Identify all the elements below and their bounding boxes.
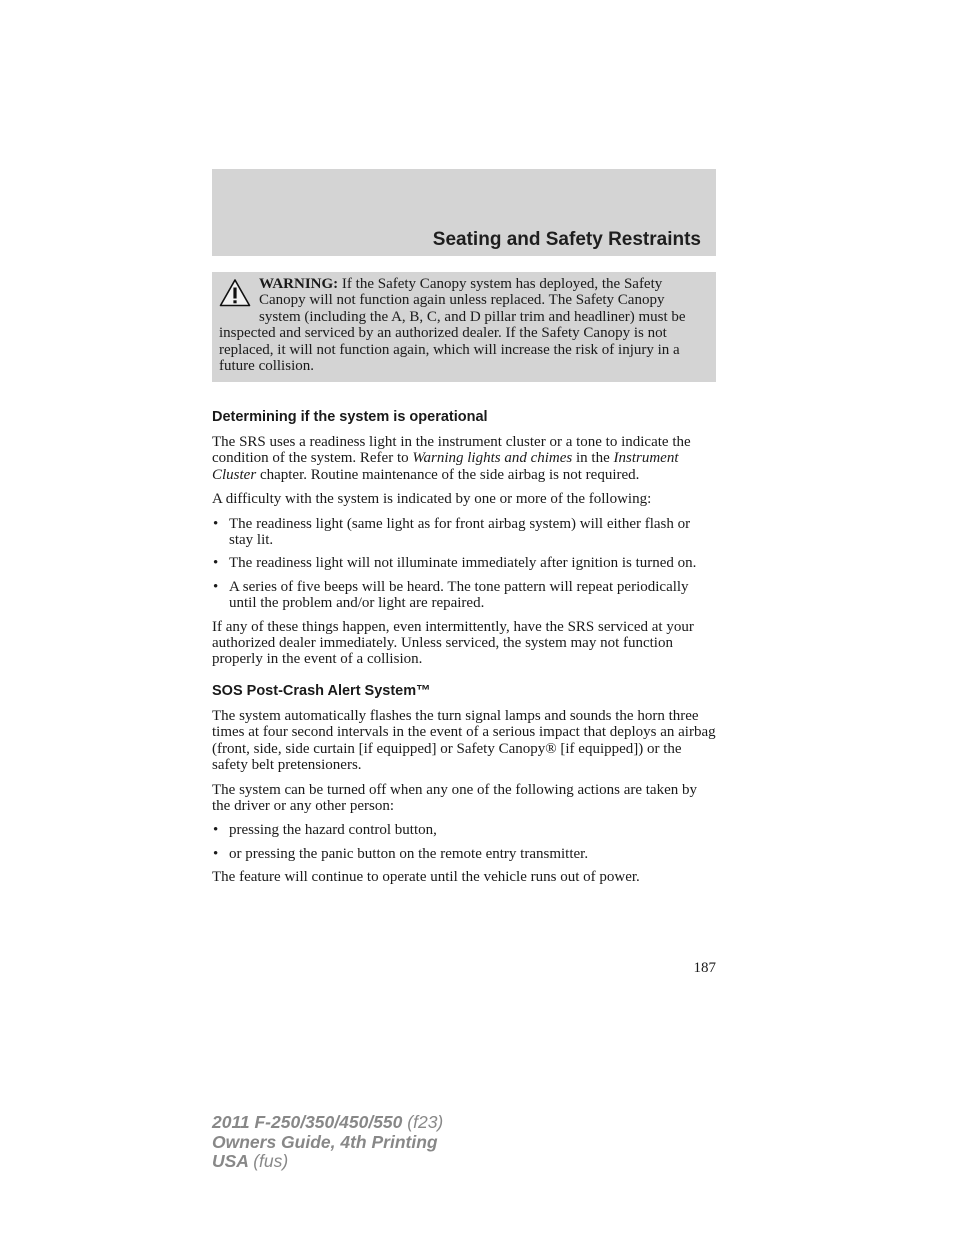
paragraph-difficulty-intro: A difficulty with the system is indicated by one or more of the following:	[212, 491, 652, 508]
text-run: chapter. Routine maintenance of the side airbag is not required.	[256, 466, 640, 483]
text-run: in the	[572, 450, 614, 467]
footer-model: 2011 F-250/350/450/550	[212, 1112, 403, 1132]
footer-guide: Owners Guide, 4th Printing	[212, 1131, 438, 1152]
section-header-band	[212, 169, 716, 256]
warning-label: WARNING:	[259, 276, 339, 292]
document-footer	[212, 1113, 443, 1172]
list-item: • The readiness light (same light as for front airbag system) will either flash or stay lit.	[212, 516, 716, 549]
footer-model-code: (f23)	[407, 1112, 444, 1132]
footer-line-region	[212, 1152, 443, 1172]
section-heading-operational: Determining if the system is operational	[212, 409, 488, 425]
warning-box	[212, 272, 716, 382]
section-heading-sos: SOS Post-Crash Alert System™	[212, 682, 431, 699]
list-item: • pressing the hazard control button,	[212, 822, 716, 838]
list-item: • A series of five beeps will be heard. The tone pattern will repeat periodically until the problem and/or light are repaired.	[212, 579, 716, 612]
paragraph-sos-description: The system automatically flashes the turn signal lamps and sounds the horn three times at four second intervals in the event of a serious impact that deploys an airbag (front, side, side curtain [if equipped] or Safety Canopy® [if equipped]) or the safety belt pretensioners.	[212, 707, 716, 774]
paragraph-sos-turn-off: The system can be turned off when any one of the following actions are taken by the driver or any other person:	[212, 781, 697, 814]
list-item: • or pressing the panic button on the remote entry transmitter.	[212, 846, 716, 862]
turn-off-actions-list	[212, 822, 716, 862]
footer-line-guide	[212, 1133, 443, 1153]
paragraph-srs-readiness	[212, 434, 716, 483]
paragraph-feature-power: The feature will continue to operate until the vehicle runs out of power.	[212, 869, 640, 886]
text-run: The SRS uses a readiness light in the instrument cluster or a tone to indicate the condition of the system. Refer to	[212, 434, 691, 467]
footer-region-code: (fus)	[253, 1151, 289, 1171]
reference-instrument-cluster: Instrument Cluster	[212, 450, 679, 483]
list-item: • The readiness light will not illuminate immediately after ignition is turned on.	[212, 555, 716, 571]
footer-region: USA	[212, 1151, 249, 1171]
reference-warning-lights: Warning lights and chimes	[412, 450, 573, 467]
main-content	[212, 408, 716, 894]
footer-line-model	[212, 1113, 443, 1133]
paragraph-service-advice: If any of these things happen, even intermittently, have the SRS serviced at your authorized dealer immediately. Unless serviced, the system may not function properly in the event of a collision.	[212, 618, 694, 668]
page-number: 187	[693, 960, 716, 976]
warning-text: If the Safety Canopy system has deployed, the Safety Canopy will not function again unless replaced. The Safety Canopy system (including the A, B, C, and D pillar trim and headliner) must be inspected and serviced by an authorized dealer. If the Safety Canopy is not replaced, it will not function again, which will increase the risk of injury in a future collision.	[219, 276, 686, 375]
difficulty-list	[212, 516, 716, 612]
warning-triangle-icon	[219, 278, 253, 312]
section-title: Seating and Safety Restraints	[432, 229, 701, 250]
